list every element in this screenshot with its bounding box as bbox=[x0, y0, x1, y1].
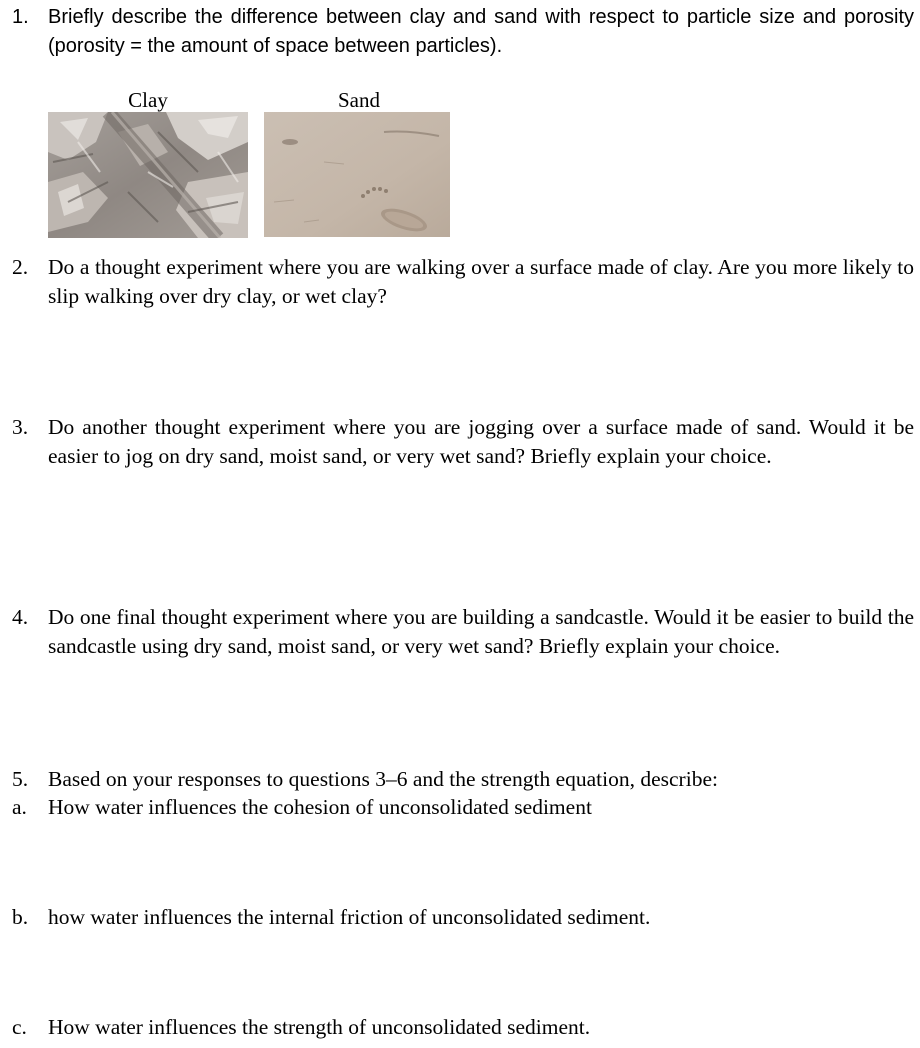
question-number: 5. bbox=[12, 767, 29, 791]
question-text: Do one final thought experiment where you are building a sandcastle. Would it be easier to build the sandcastle using dry sand, moist sand, or very wet sand? Briefly explain your choice. bbox=[48, 605, 914, 658]
subquestion-a bbox=[12, 793, 914, 822]
subquestion-b bbox=[12, 903, 914, 932]
question-2 bbox=[12, 253, 914, 311]
question-number: 4. bbox=[12, 605, 29, 629]
clay-label: Clay bbox=[128, 88, 168, 112]
subquestion-letter: c. bbox=[12, 1015, 27, 1039]
question-number: 3. bbox=[12, 415, 29, 439]
subquestion-letter: b. bbox=[12, 905, 29, 929]
question-text: Do a thought experiment where you are walking over a surface made of clay. Are you more likely to slip walking over dry clay, or wet clay? bbox=[48, 255, 914, 308]
sand-label: Sand bbox=[338, 88, 380, 112]
question-text: Do another thought experiment where you are jogging over a surface made of sand. Would it be easier to jog on dry sand, moist sand, or very wet sand? Briefly explain your choice. bbox=[48, 415, 914, 468]
question-1 bbox=[12, 3, 914, 61]
question-text: Based on your responses to questions 3–6 and the strength equation, describe: bbox=[48, 767, 718, 791]
subquestion-text: How water influences the cohesion of unconsolidated sediment bbox=[48, 795, 592, 819]
question-5 bbox=[12, 765, 914, 794]
subquestion-text: how water influences the internal friction of unconsolidated sediment. bbox=[48, 905, 651, 929]
question-4 bbox=[12, 603, 914, 661]
question-number: 1. bbox=[12, 6, 29, 28]
clay-photo bbox=[48, 112, 248, 238]
question-3 bbox=[12, 413, 914, 471]
sand-photo bbox=[264, 112, 450, 237]
question-text: Briefly describe the difference between clay and sand with respect to particle size and porosity (porosity = the amount of space between particles). bbox=[48, 6, 914, 57]
subquestion-text: How water influences the strength of unconsolidated sediment. bbox=[48, 1015, 591, 1039]
subquestion-letter: a. bbox=[12, 795, 27, 819]
subquestion-c bbox=[12, 1013, 914, 1042]
question-number: 2. bbox=[12, 255, 29, 279]
